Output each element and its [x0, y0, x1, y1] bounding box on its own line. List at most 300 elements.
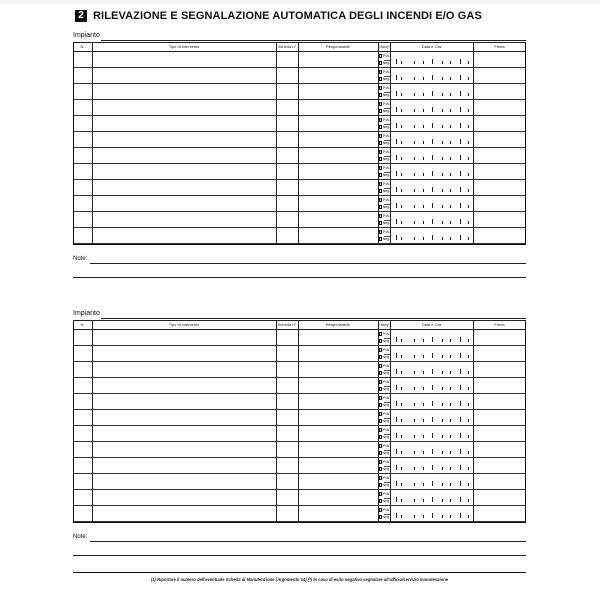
table-row: [73, 84, 526, 100]
esito-option: [378, 212, 390, 220]
date-time-tick: [401, 93, 402, 96]
esito-cell: [378, 378, 390, 393]
date-time-tick: [401, 403, 402, 406]
esito-cell: [378, 164, 390, 179]
impianto-input-line[interactable]: [101, 40, 526, 41]
date-time-tick: [414, 109, 415, 112]
esito-option-label: Pos.: [382, 117, 390, 122]
date-time-tick: [414, 467, 415, 470]
date-time-tick: [432, 417, 433, 422]
date-time-tick: [460, 219, 461, 224]
date-time-tick: [468, 157, 469, 160]
pos-checkbox[interactable]: [379, 348, 382, 352]
column-header: Firma: [494, 44, 505, 49]
neg-checkbox[interactable]: [379, 371, 382, 375]
pos-checkbox[interactable]: [379, 428, 382, 432]
column-header: Firma: [494, 322, 505, 327]
esito-option: [378, 498, 390, 506]
date-time-tick: [401, 221, 402, 224]
column-divider: [473, 43, 474, 244]
date-time-tick: [442, 237, 443, 240]
esito-option-label: Pos.: [382, 491, 390, 496]
table-row: [73, 474, 526, 490]
date-time-tick: [468, 387, 469, 390]
date-time-tick: [450, 93, 451, 96]
date-time-tick: [401, 355, 402, 358]
pos-checkbox[interactable]: [379, 364, 382, 368]
neg-checkbox[interactable]: [379, 125, 382, 129]
footer-note: (1) Riportare il numero dell'eventuale Scheda di Manutenzione (Argomento 14) (*) In caso di esito negativo segnalare all'ufficio/servizio manutenzione: [150, 577, 449, 582]
neg-checkbox[interactable]: [379, 157, 382, 161]
date-time-tick: [460, 369, 461, 374]
pos-checkbox[interactable]: [379, 166, 382, 170]
neg-checkbox[interactable]: [379, 499, 382, 503]
date-time-tick: [432, 465, 433, 470]
neg-checkbox[interactable]: [379, 77, 382, 81]
date-time-tick: [401, 173, 402, 176]
column-header: Esito(*): [378, 322, 392, 327]
esito-option: [378, 330, 390, 338]
column-header: Responsabile: [325, 322, 351, 327]
date-time-tick: [432, 337, 433, 342]
column-divider: [378, 43, 379, 244]
date-time-ticks: [396, 171, 468, 176]
date-time-tick: [414, 515, 415, 518]
esito-option-label: Neg.: [382, 515, 390, 520]
neg-checkbox[interactable]: [379, 173, 382, 177]
column-divider: [298, 321, 299, 522]
neg-checkbox[interactable]: [379, 237, 382, 241]
pos-checkbox[interactable]: [379, 332, 382, 336]
date-time-tick: [468, 355, 469, 358]
esito-option-label: Pos.: [382, 459, 390, 464]
esito-option-label: Neg.: [382, 371, 390, 376]
esito-option-label: Pos.: [382, 53, 390, 58]
date-time-tick: [432, 75, 433, 80]
date-time-tick: [450, 109, 451, 112]
footer-rule: [73, 572, 526, 573]
date-time-tick: [414, 205, 415, 208]
neg-checkbox[interactable]: [379, 189, 382, 193]
section-header: [75, 8, 482, 24]
table-row: [73, 506, 526, 522]
neg-checkbox[interactable]: [379, 451, 382, 455]
esito-option-label: Pos.: [382, 427, 390, 432]
pos-checkbox[interactable]: [379, 198, 382, 202]
esito-cell: [378, 228, 390, 243]
esito-option-label: Pos.: [382, 69, 390, 74]
esito-option: [378, 506, 390, 514]
notes-label: Note:: [73, 256, 88, 262]
esito-option: [378, 180, 390, 188]
pos-checkbox[interactable]: [379, 492, 382, 496]
date-time-tick: [396, 465, 397, 470]
date-time-tick: [432, 497, 433, 502]
date-time-tick: [450, 141, 451, 144]
esito-option-label: Pos.: [382, 85, 390, 90]
date-time-ticks: [396, 123, 468, 128]
esito-cell: [378, 490, 390, 505]
pos-checkbox[interactable]: [379, 182, 382, 186]
pos-checkbox[interactable]: [379, 54, 382, 58]
date-time-tick: [450, 467, 451, 470]
column-divider: [276, 321, 277, 522]
date-time-tick: [414, 157, 415, 160]
table-row: [73, 132, 526, 148]
esito-option-label: Neg.: [382, 205, 390, 210]
date-time-tick: [401, 339, 402, 342]
date-time-tick: [442, 339, 443, 342]
column-divider: [73, 43, 74, 244]
neg-checkbox[interactable]: [379, 515, 382, 519]
date-time-ticks: [396, 155, 468, 160]
date-time-tick: [442, 205, 443, 208]
date-time-tick: [432, 353, 433, 358]
date-time-tick: [432, 91, 433, 96]
esito-option: [378, 140, 390, 148]
date-time-tick: [414, 237, 415, 240]
date-time-ticks: [396, 59, 468, 64]
date-time-tick: [396, 353, 397, 358]
date-time-tick: [460, 497, 461, 502]
table-row: [73, 346, 526, 362]
date-time-ticks: [396, 385, 468, 390]
date-time-tick: [414, 451, 415, 454]
date-time-tick: [442, 141, 443, 144]
date-time-tick: [460, 139, 461, 144]
neg-checkbox[interactable]: [379, 403, 382, 407]
table-row: [73, 330, 526, 346]
esito-option-label: Pos.: [382, 197, 390, 202]
pos-checkbox[interactable]: [379, 396, 382, 400]
table-row: [73, 458, 526, 474]
pos-checkbox[interactable]: [379, 380, 382, 384]
esito-option-label: Neg.: [382, 339, 390, 344]
date-time-tick: [432, 139, 433, 144]
esito-option-label: Neg.: [382, 435, 390, 440]
date-time-tick: [396, 449, 397, 454]
neg-checkbox[interactable]: [379, 419, 382, 423]
pos-checkbox[interactable]: [379, 70, 382, 74]
date-time-tick: [396, 203, 397, 208]
esito-option-label: Pos.: [382, 213, 390, 218]
pos-checkbox[interactable]: [379, 214, 382, 218]
date-time-tick: [401, 189, 402, 192]
form-section-1: [73, 32, 526, 285]
date-time-tick: [442, 61, 443, 64]
date-time-ticks: [396, 219, 468, 224]
date-time-tick: [450, 205, 451, 208]
date-time-tick: [442, 371, 443, 374]
date-time-tick: [423, 237, 424, 240]
date-time-tick: [396, 497, 397, 502]
esito-cell: [378, 362, 390, 377]
date-time-tick: [468, 141, 469, 144]
column-header: Data e Ora: [421, 322, 442, 327]
date-time-tick: [423, 339, 424, 342]
date-time-tick: [442, 173, 443, 176]
esito-option: [378, 68, 390, 76]
esito-option: [378, 84, 390, 92]
date-time-ticks: [396, 337, 468, 342]
esito-cell: [378, 330, 390, 345]
date-time-tick: [450, 237, 451, 240]
date-time-tick: [442, 467, 443, 470]
esito-option-label: Neg.: [382, 157, 390, 162]
neg-checkbox[interactable]: [379, 221, 382, 225]
neg-checkbox[interactable]: [379, 355, 382, 359]
pos-checkbox[interactable]: [379, 118, 382, 122]
pos-checkbox[interactable]: [379, 86, 382, 90]
date-time-tick: [442, 93, 443, 96]
pos-checkbox[interactable]: [379, 412, 382, 416]
pos-checkbox[interactable]: [379, 102, 382, 106]
pos-checkbox[interactable]: [379, 134, 382, 138]
date-time-tick: [414, 189, 415, 192]
date-time-tick: [468, 483, 469, 486]
top-bar: [0, 0, 600, 4]
date-time-tick: [432, 59, 433, 64]
date-time-tick: [450, 221, 451, 224]
date-time-tick: [442, 387, 443, 390]
esito-option-label: Pos.: [382, 331, 390, 336]
date-time-tick: [450, 125, 451, 128]
column-header: Tipo di intervento: [168, 44, 200, 49]
date-time-ticks: [396, 401, 468, 406]
date-time-tick: [401, 77, 402, 80]
esito-cell: [378, 100, 390, 115]
date-time-tick: [468, 205, 469, 208]
date-time-tick: [442, 157, 443, 160]
esito-option-label: Pos.: [382, 363, 390, 368]
date-time-tick: [468, 403, 469, 406]
column-divider: [92, 321, 93, 522]
date-time-tick: [442, 125, 443, 128]
date-time-tick: [442, 77, 443, 80]
date-time-tick: [401, 435, 402, 438]
date-time-tick: [432, 107, 433, 112]
section-title: RILEVAZIONE E SEGNALAZIONE AUTOMATICA DEGLI INCENDI E/O GAS: [93, 10, 482, 22]
date-time-tick: [442, 451, 443, 454]
pos-checkbox[interactable]: [379, 476, 382, 480]
date-time-tick: [401, 157, 402, 160]
date-time-ticks: [396, 353, 468, 358]
esito-option-label: Neg.: [382, 61, 390, 66]
esito-option: [378, 92, 390, 100]
notes-input-line[interactable]: [90, 541, 526, 542]
date-time-tick: [432, 155, 433, 160]
date-time-tick: [468, 61, 469, 64]
date-time-ticks: [396, 497, 468, 502]
date-time-tick: [423, 499, 424, 502]
date-time-tick: [460, 433, 461, 438]
esito-option-label: Neg.: [382, 141, 390, 146]
date-time-tick: [396, 513, 397, 518]
date-time-tick: [460, 513, 461, 518]
notes-input-line[interactable]: [90, 263, 526, 264]
date-time-tick: [401, 419, 402, 422]
pos-checkbox[interactable]: [379, 150, 382, 154]
date-time-ticks: [396, 513, 468, 518]
date-time-tick: [442, 515, 443, 518]
notes-input-line[interactable]: [73, 277, 526, 278]
date-time-tick: [442, 355, 443, 358]
date-time-tick: [423, 355, 424, 358]
date-time-tick: [432, 481, 433, 486]
esito-cell: [378, 180, 390, 195]
date-time-tick: [468, 515, 469, 518]
date-time-tick: [468, 189, 469, 192]
impianto-label: Impianto: [73, 310, 100, 317]
date-time-tick: [401, 451, 402, 454]
date-time-tick: [468, 125, 469, 128]
pos-checkbox[interactable]: [379, 508, 382, 512]
esito-option: [378, 236, 390, 244]
neg-checkbox[interactable]: [379, 339, 382, 343]
date-time-tick: [396, 59, 397, 64]
neg-checkbox[interactable]: [379, 93, 382, 97]
intervention-table: [73, 320, 526, 523]
date-time-tick: [450, 451, 451, 454]
date-time-tick: [468, 173, 469, 176]
date-time-tick: [396, 75, 397, 80]
column-divider: [276, 43, 277, 244]
date-time-ticks: [396, 465, 468, 470]
esito-option-label: Pos.: [382, 507, 390, 512]
date-time-tick: [432, 369, 433, 374]
date-time-tick: [450, 435, 451, 438]
date-time-tick: [423, 467, 424, 470]
date-time-tick: [442, 499, 443, 502]
pos-checkbox[interactable]: [379, 444, 382, 448]
date-time-tick: [442, 403, 443, 406]
esito-option-label: Neg.: [382, 499, 390, 504]
esito-option: [378, 100, 390, 108]
date-time-ticks: [396, 369, 468, 374]
date-time-tick: [414, 125, 415, 128]
date-time-tick: [396, 155, 397, 160]
esito-option: [378, 450, 390, 458]
date-time-ticks: [396, 235, 468, 240]
date-time-tick: [396, 107, 397, 112]
date-time-tick: [396, 139, 397, 144]
date-time-tick: [460, 187, 461, 192]
pos-checkbox[interactable]: [379, 230, 382, 234]
date-time-tick: [468, 435, 469, 438]
esito-option: [378, 434, 390, 442]
esito-option-label: Neg.: [382, 467, 390, 472]
esito-option-label: Neg.: [382, 221, 390, 226]
date-time-tick: [460, 337, 461, 342]
table-row: [73, 68, 526, 84]
neg-checkbox[interactable]: [379, 205, 382, 209]
table-row: [73, 148, 526, 164]
date-time-tick: [460, 417, 461, 422]
table-row: [73, 426, 526, 442]
date-time-tick: [414, 339, 415, 342]
esito-option: [378, 354, 390, 362]
esito-option-label: Pos.: [382, 379, 390, 384]
date-time-ticks: [396, 187, 468, 192]
esito-option-label: Neg.: [382, 173, 390, 178]
esito-option-label: Neg.: [382, 355, 390, 360]
notes-input-line[interactable]: [73, 555, 526, 556]
column-header: Data e Ora: [421, 44, 442, 49]
esito-option: [378, 148, 390, 156]
impianto-input-line[interactable]: [101, 318, 526, 319]
esito-cell: [378, 410, 390, 425]
table-row: [73, 52, 526, 68]
date-time-tick: [442, 109, 443, 112]
pos-checkbox[interactable]: [379, 460, 382, 464]
esito-option: [378, 108, 390, 116]
esito-option: [378, 370, 390, 378]
date-time-tick: [423, 419, 424, 422]
impianto-row: [73, 310, 526, 320]
date-time-tick: [432, 187, 433, 192]
esito-option: [378, 402, 390, 410]
esito-option-label: Neg.: [382, 237, 390, 242]
date-time-tick: [442, 189, 443, 192]
esito-option: [378, 378, 390, 386]
date-time-tick: [396, 91, 397, 96]
esito-option: [378, 76, 390, 84]
date-time-tick: [414, 355, 415, 358]
date-time-tick: [468, 93, 469, 96]
notes-block: [73, 245, 526, 285]
date-time-tick: [442, 221, 443, 224]
date-time-tick: [414, 435, 415, 438]
date-time-tick: [468, 371, 469, 374]
date-time-tick: [450, 157, 451, 160]
column-divider: [92, 43, 93, 244]
esito-option: [378, 394, 390, 402]
date-time-tick: [460, 481, 461, 486]
neg-checkbox[interactable]: [379, 483, 382, 487]
date-time-tick: [460, 385, 461, 390]
neg-checkbox[interactable]: [379, 467, 382, 471]
esito-option: [378, 466, 390, 474]
date-time-tick: [423, 125, 424, 128]
date-time-tick: [450, 371, 451, 374]
date-time-tick: [432, 219, 433, 224]
neg-checkbox[interactable]: [379, 61, 382, 65]
date-time-tick: [401, 515, 402, 518]
notes-label: Note:: [73, 534, 88, 540]
neg-checkbox[interactable]: [379, 109, 382, 113]
esito-option: [378, 442, 390, 450]
date-time-tick: [450, 189, 451, 192]
date-time-ticks: [396, 449, 468, 454]
date-time-tick: [396, 433, 397, 438]
table-row: [73, 394, 526, 410]
column-divider: [390, 321, 391, 522]
esito-option-label: Pos.: [382, 181, 390, 186]
date-time-tick: [450, 77, 451, 80]
date-time-tick: [396, 385, 397, 390]
esito-option-label: Pos.: [382, 411, 390, 416]
esito-option: [378, 124, 390, 132]
date-time-tick: [460, 353, 461, 358]
table-row: [73, 180, 526, 196]
esito-option: [378, 116, 390, 124]
neg-checkbox[interactable]: [379, 435, 382, 439]
neg-checkbox[interactable]: [379, 141, 382, 145]
date-time-ticks: [396, 107, 468, 112]
date-time-tick: [460, 203, 461, 208]
table-row: [73, 100, 526, 116]
neg-checkbox[interactable]: [379, 387, 382, 391]
